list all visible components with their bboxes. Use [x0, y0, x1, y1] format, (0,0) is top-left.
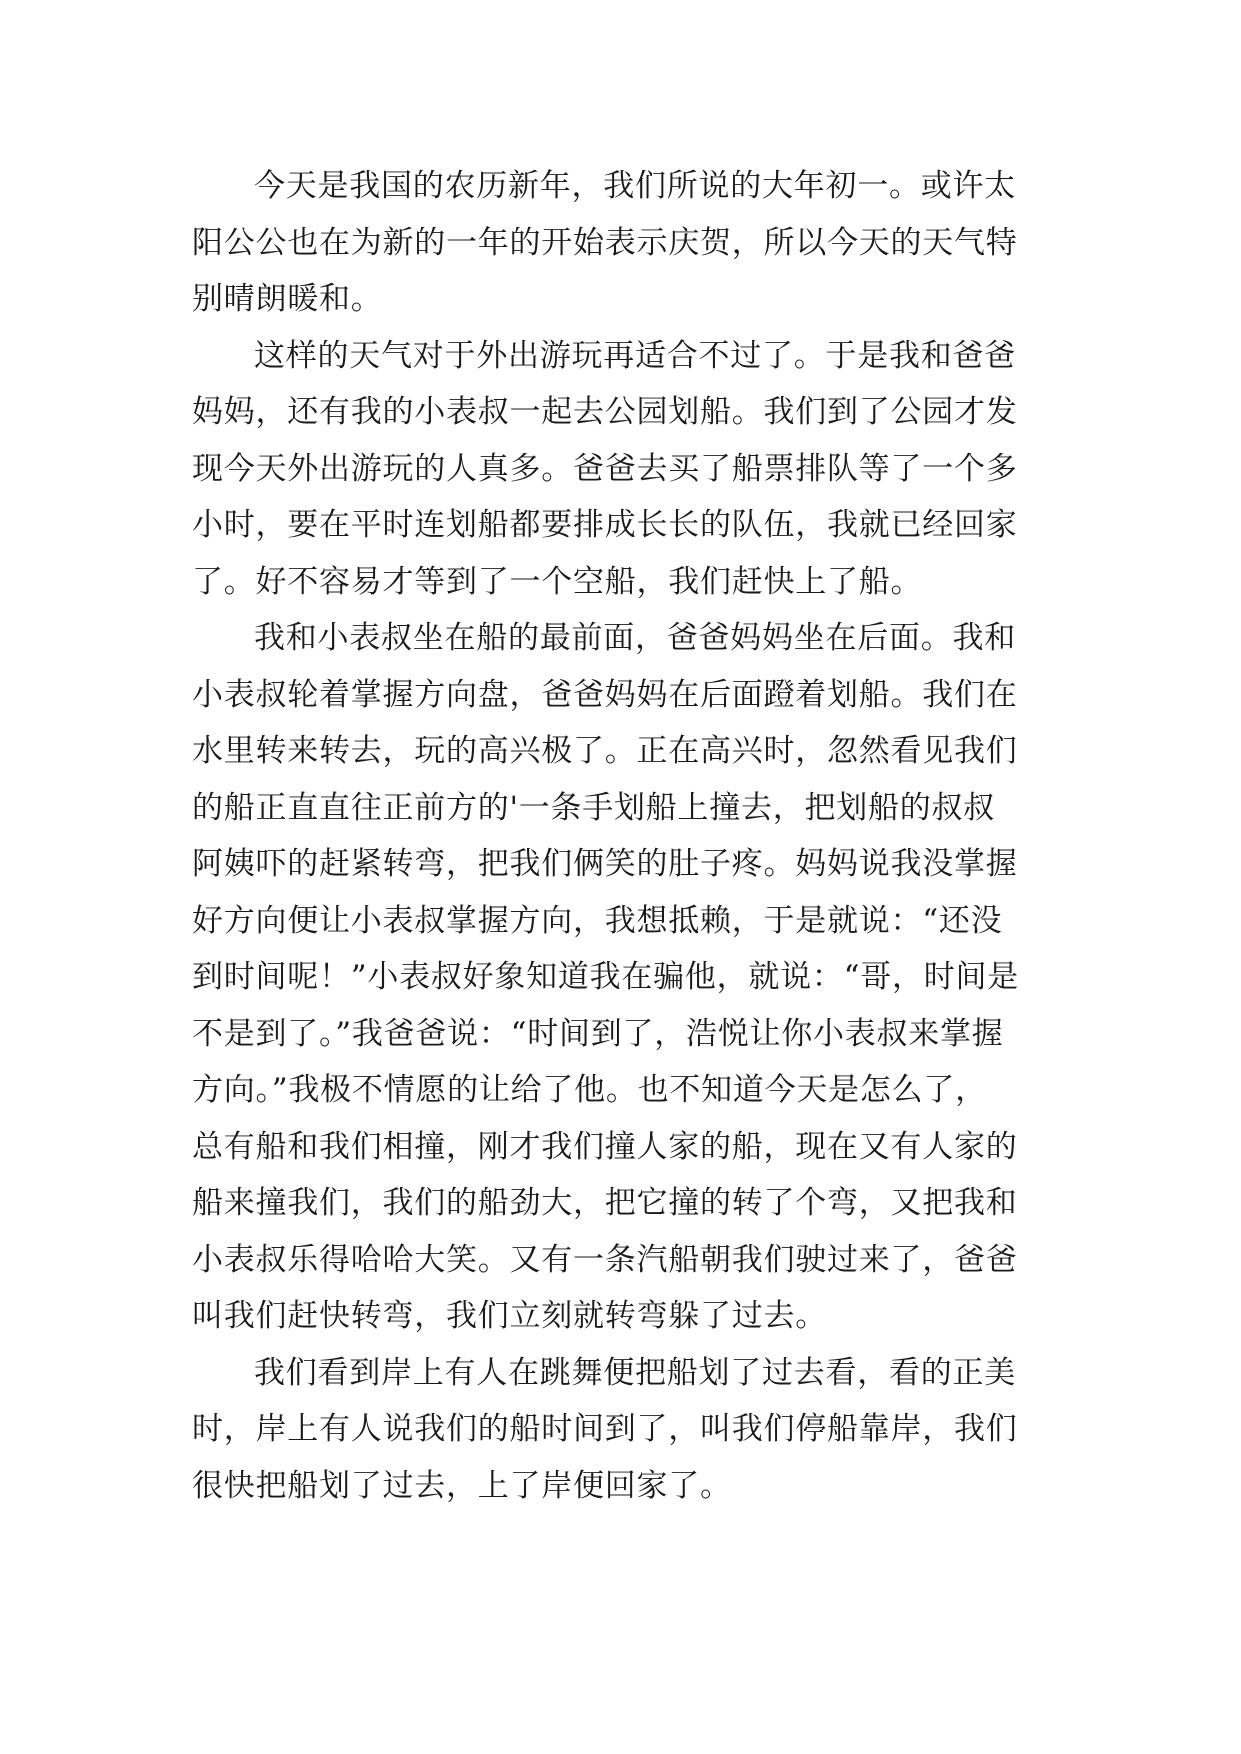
document-body — [192, 158, 1050, 1514]
text-line: 阿姨吓的赶紧转弯，把我们俩笑的肚子疼。妈妈说我没掌握 — [192, 846, 1018, 882]
text-line: 叫我们赶快转弯，我们立刻就转弯躲了过去。 — [192, 1298, 827, 1334]
text-line: 现今天外出游玩的人真多。爸爸去买了船票排队等了一个多 — [192, 450, 1018, 487]
text-line: 到时间呢！”小表叔好象知道我在骗他，就说：“哥，时间是 — [192, 959, 1019, 995]
text-line: 总有船和我们相撞，刚才我们撞人家的船，现在又有人家的 — [192, 1128, 1018, 1165]
text-line: 我和小表叔坐在船的最前面，爸爸妈妈坐在后面。我和 — [254, 620, 1016, 656]
paragraph-4 — [192, 1345, 1050, 1515]
text-line: 的船正直直往正前方的'一条手划船上撞去，把划船的叔叔 — [192, 789, 996, 826]
text-line: 别晴朗暖和。 — [192, 281, 383, 317]
text-line: 方向。”我极不情愿的让给了他。也不知道今天是怎么了， — [192, 1072, 987, 1108]
text-line: 小表叔乐得哈哈大笑。又有一条汽船朝我们驶过来了，爸爸 — [192, 1241, 1018, 1278]
text-line: 船来撞我们，我们的船劲大，把它撞的转了个弯，又把我和 — [192, 1185, 1018, 1221]
paragraph-3 — [192, 610, 1050, 1345]
text-line: 小时，要在平时连划船都要排成长长的队伍，我就已经回家 — [192, 507, 1018, 543]
text-line: 不是到了。”我爸爸说：“时间到了，浩悦让你小表叔来掌握 — [192, 1015, 1004, 1052]
text-line: 这样的天气对于外出游玩再适合不过了。于是我和爸爸 — [254, 337, 1016, 374]
text-line: 小表叔轮着掌握方向盘，爸爸妈妈在后面蹬着划船。我们在 — [192, 676, 1018, 713]
text-line: 水里转来转去，玩的高兴极了。正在高兴时，忽然看见我们 — [192, 733, 1018, 769]
text-line: 妈妈，还有我的小表叔一起去公园划船。我们到了公园才发 — [192, 394, 1018, 430]
text-line: 了。好不容易才等到了一个空船，我们赶快上了船。 — [192, 563, 923, 600]
text-line: 阳公公也在为新的一年的开始表示庆贺，所以今天的天气特 — [192, 224, 1018, 261]
text-line: 今天是我国的农历新年，我们所说的大年初一。或许太 — [254, 168, 1016, 204]
paragraph-1 — [192, 158, 1050, 328]
paragraph-2 — [192, 328, 1050, 611]
text-line: 时，岸上有人说我们的船时间到了，叫我们停船靠岸，我们 — [192, 1411, 1018, 1447]
text-line: 很快把船划了过去，上了岸便回家了。 — [192, 1467, 732, 1504]
text-line: 我们看到岸上有人在跳舞便把船划了过去看，看的正美 — [254, 1354, 1016, 1391]
text-line: 好方向便让小表叔掌握方向，我想抵赖，于是就说：“还没 — [192, 902, 1003, 939]
